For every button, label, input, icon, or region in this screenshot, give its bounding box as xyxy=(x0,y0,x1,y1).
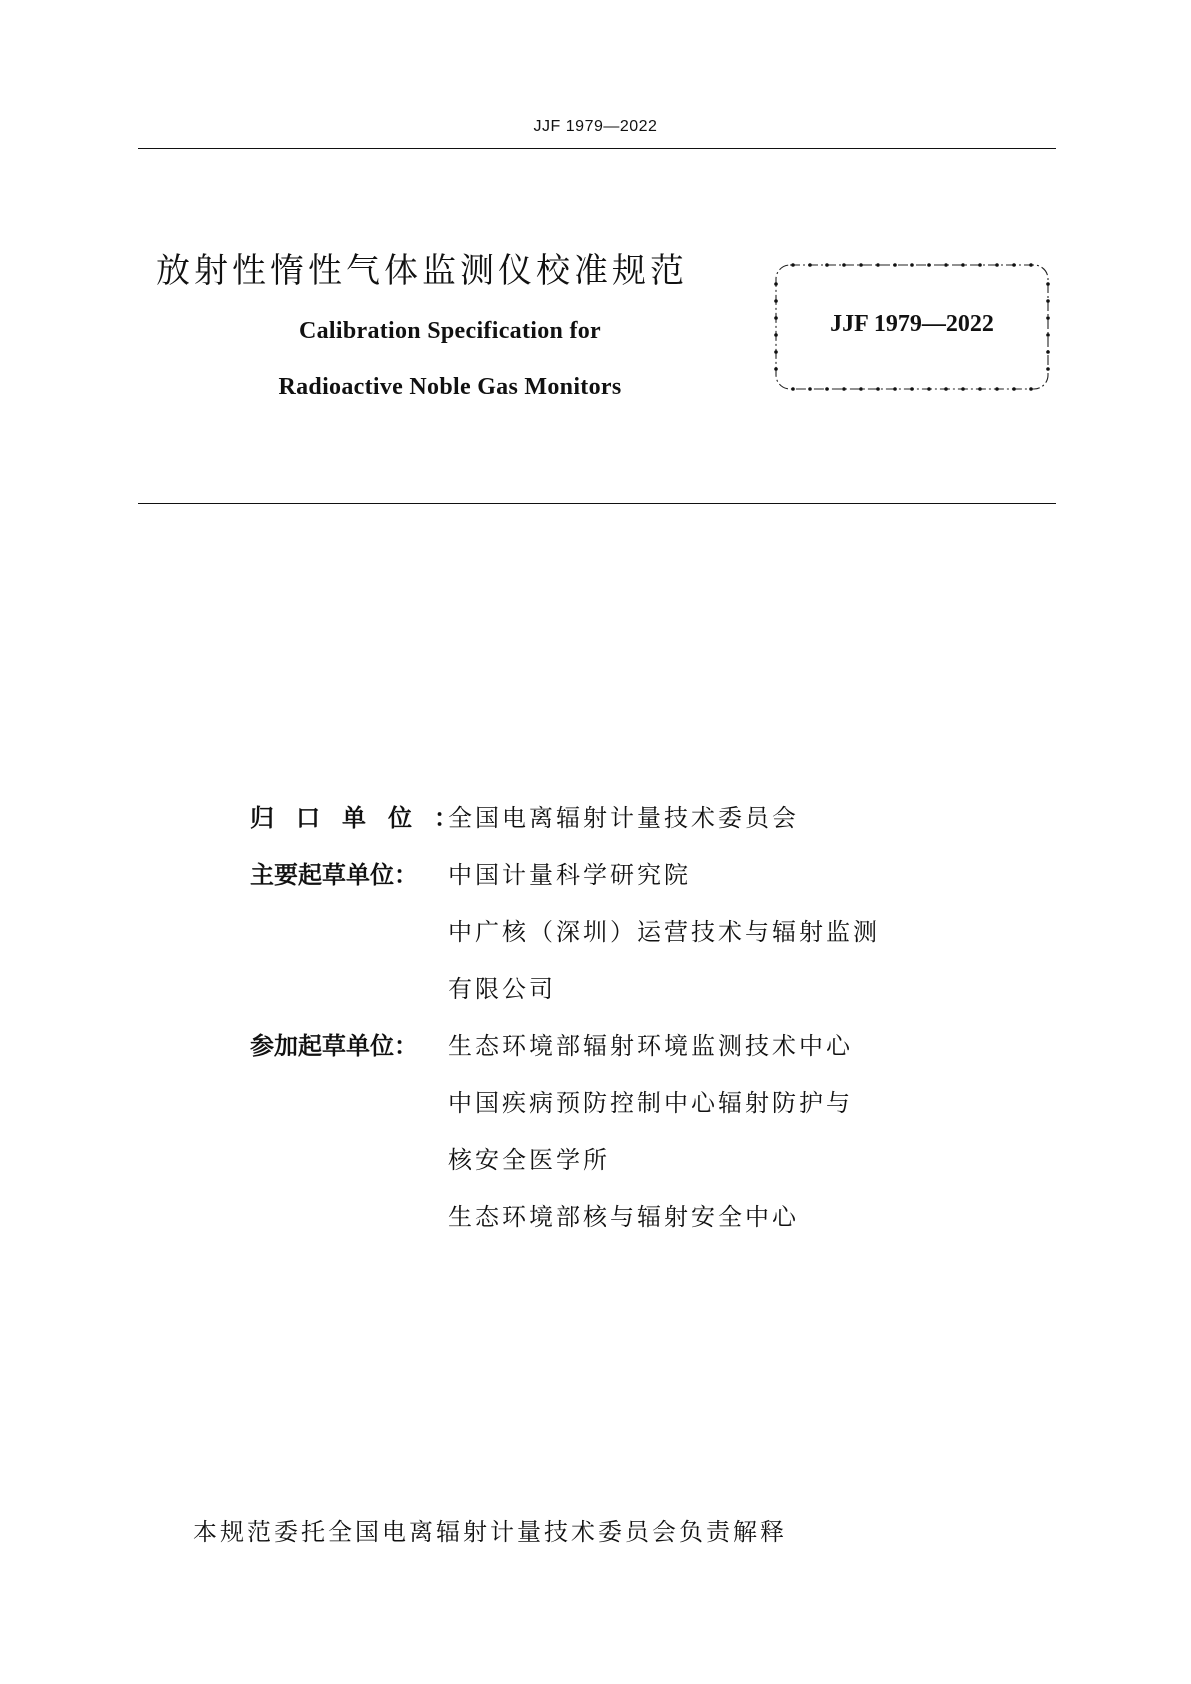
code-box-text: JJF 1979—2022 xyxy=(830,311,994,337)
border-dot xyxy=(1046,350,1050,354)
border-dot xyxy=(944,263,948,267)
border-dot xyxy=(893,263,897,267)
border-dot xyxy=(1012,263,1016,267)
border-dot xyxy=(1046,299,1050,303)
border-dot xyxy=(791,387,795,391)
title-english-line2: Radioactive Noble Gas Monitors xyxy=(278,374,622,400)
border-dot xyxy=(774,367,778,371)
org-value-responsible: 全国电离辐射计量技术委员会 xyxy=(448,804,799,832)
border-dot xyxy=(1046,367,1050,371)
footer-interpretation-note: 本规范委托全国电离辐射计量技术委员会负责解释 xyxy=(193,1518,787,1546)
border-dot xyxy=(961,387,965,391)
org-value-main-drafting-3: 有限公司 xyxy=(448,975,556,1003)
title-english-line1: Calibration Specification for xyxy=(298,318,601,344)
border-dot xyxy=(1012,387,1016,391)
org-value-participating-drafting-3: 核安全医学所 xyxy=(448,1146,610,1174)
border-dot xyxy=(825,263,829,267)
org-value-participating-drafting-1: 生态环境部辐射环境监测技术中心 xyxy=(448,1032,853,1060)
border-dot xyxy=(893,387,897,391)
title-chinese: 放射性惰性气体监测仪校准规范 xyxy=(156,251,688,291)
org-value-main-drafting-2: 中广核（深圳）运营技术与辐射监测 xyxy=(448,918,880,946)
border-dot xyxy=(808,263,812,267)
org-value-main-drafting-1: 中国计量科学研究院 xyxy=(448,861,691,889)
border-dot xyxy=(961,263,965,267)
border-dot xyxy=(859,263,863,267)
border-dot xyxy=(791,263,795,267)
border-dot xyxy=(825,387,829,391)
border-dot xyxy=(876,387,880,391)
border-dot xyxy=(842,263,846,267)
header-document-code: JJF 1979—2022 xyxy=(533,118,658,135)
title-bottom-rule xyxy=(138,503,1056,504)
header-rule xyxy=(138,148,1056,149)
org-label-main-drafting: 主要起草单位： xyxy=(250,861,418,889)
border-dot xyxy=(1029,387,1033,391)
border-dot xyxy=(774,350,778,354)
border-dot xyxy=(1029,263,1033,267)
border-dot xyxy=(910,263,914,267)
border-dot xyxy=(859,387,863,391)
border-dot xyxy=(995,263,999,267)
org-row-responsible xyxy=(250,803,799,833)
border-dot xyxy=(1046,282,1050,286)
code-box xyxy=(773,262,1051,392)
org-label-responsible: 归口单位： xyxy=(250,804,480,832)
border-dot xyxy=(978,263,982,267)
org-value-participating-drafting-4: 生态环境部核与辐射安全中心 xyxy=(448,1203,799,1231)
org-label-participating-drafting: 参加起草单位： xyxy=(250,1032,418,1060)
border-dot xyxy=(927,387,931,391)
border-dot xyxy=(774,282,778,286)
border-dot xyxy=(995,387,999,391)
border-dot xyxy=(978,387,982,391)
org-row-main-drafting xyxy=(250,860,691,890)
border-dot xyxy=(774,299,778,303)
org-row-participating-drafting xyxy=(250,1031,853,1061)
border-dot xyxy=(927,263,931,267)
org-value-participating-drafting-2: 中国疾病预防控制中心辐射防护与 xyxy=(448,1089,853,1117)
border-dot xyxy=(944,387,948,391)
border-dot xyxy=(910,387,914,391)
border-dot xyxy=(842,387,846,391)
border-dot xyxy=(876,263,880,267)
border-dot xyxy=(808,387,812,391)
